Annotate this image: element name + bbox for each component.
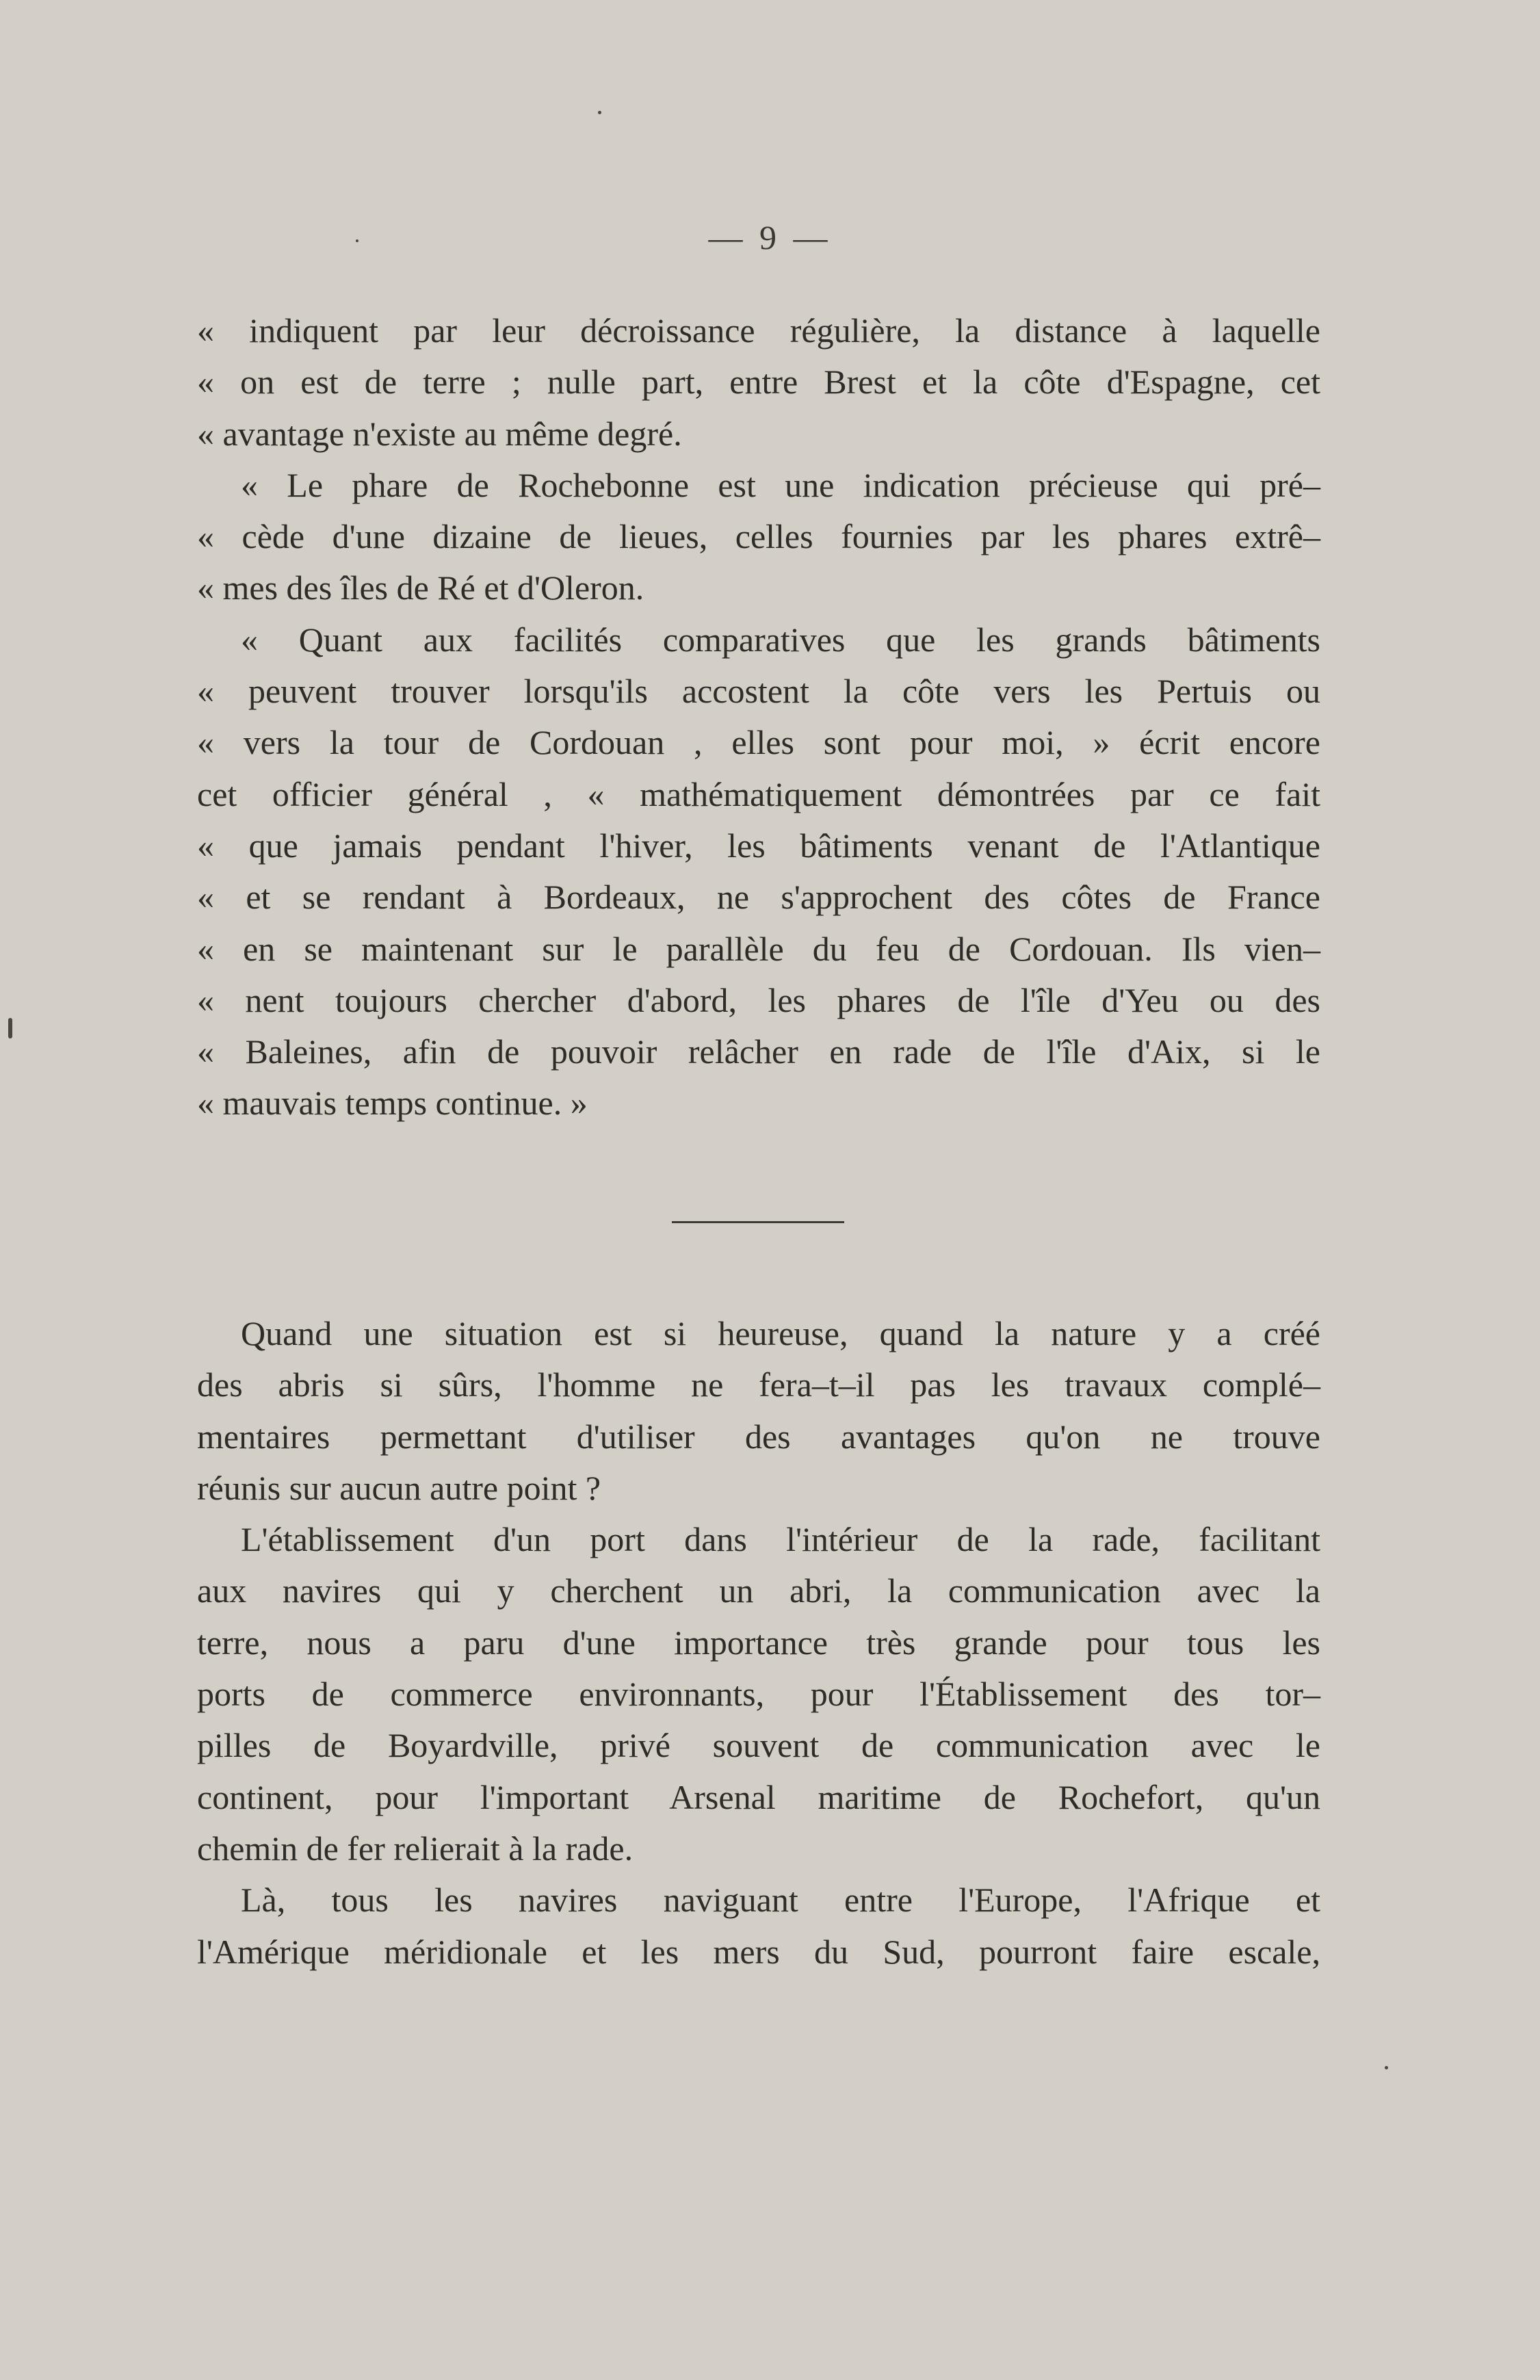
paper-speck — [356, 239, 358, 242]
paper-speck — [598, 111, 601, 114]
text-line: l'Amérique méridionale et les mers du Sud, pourront faire escale, — [197, 1932, 1320, 1971]
text-line: « et se rendant à Bordeaux, ne s'approchent des côtes de France — [197, 878, 1320, 917]
section-separator-rule — [672, 1221, 844, 1223]
page-number: — 9 — — [708, 218, 832, 257]
text-line: L'établissement d'un port dans l'intérieur de la rade, facilitant — [241, 1520, 1320, 1559]
paper-speck — [8, 1018, 12, 1038]
text-line: « Quant aux facilités comparatives que les grands bâtiments — [241, 620, 1320, 659]
text-line: « indiquent par leur décroissance régulière, la distance à laquelle — [197, 311, 1320, 350]
text-line: « peuvent trouver lorsqu'ils accostent la côte vers les Pertuis ou — [197, 672, 1320, 711]
text-line: « en se maintenant sur le parallèle du feu de Cordouan. Ils vien– — [197, 929, 1320, 968]
text-line: cet officier général , « mathématiquement démontrées par ce fait — [197, 774, 1320, 813]
text-line: continent, pour l'important Arsenal maritime de Rochefort, qu'un — [197, 1777, 1320, 1816]
text-line: aux navires qui y cherchent un abri, la communication avec la — [197, 1571, 1320, 1610]
paper-speck — [1385, 2066, 1388, 2069]
text-line: pilles de Boyardville, privé souvent de communication avec le — [197, 1726, 1320, 1765]
text-line: Quand une situation est si heureuse, quand la nature y a créé — [241, 1314, 1320, 1352]
quoted-passage — [197, 305, 1320, 1129]
text-line: « mauvais temps continue. » — [197, 1084, 588, 1123]
text-line: terre, nous a paru d'une importance très grande pour tous les — [197, 1623, 1320, 1662]
text-line: chemin de fer relierait à la rade. — [197, 1829, 634, 1868]
text-line: « mes des îles de Ré et d'Oleron. — [197, 568, 644, 607]
text-line: « Baleines, afin de pouvoir relâcher en rade de l'île d'Aix, si le — [197, 1032, 1320, 1071]
text-line: mentaires permettant d'utiliser des avantages qu'on ne trouve — [197, 1417, 1320, 1456]
body-paragraphs — [197, 1308, 1320, 1978]
text-line: « cède d'une dizaine de lieues, celles fournies par les phares extrê– — [197, 517, 1320, 556]
text-line: « vers la tour de Cordouan , elles sont pour moi, » écrit encore — [197, 723, 1320, 762]
text-line: « nent toujours chercher d'abord, les phares de l'île d'Yeu ou des — [197, 980, 1320, 1019]
text-line: « que jamais pendant l'hiver, les bâtiments venant de l'Atlantique — [197, 826, 1320, 865]
text-line: « on est de terre ; nulle part, entre Brest et la côte d'Espagne, cet — [197, 363, 1320, 402]
text-line: réunis sur aucun autre point ? — [197, 1468, 601, 1507]
text-line: « avantage n'existe au même degré. — [197, 414, 682, 453]
text-line: ports de commerce environnants, pour l'Établissement des tor– — [197, 1675, 1320, 1714]
text-line: « Le phare de Rochebonne est une indication précieuse qui pré– — [241, 465, 1320, 504]
text-line: Là, tous les navires naviguant entre l'Europe, l'Afrique et — [241, 1881, 1320, 1920]
text-line: des abris si sûrs, l'homme ne fera–t–il pas les travaux complé– — [197, 1365, 1320, 1404]
